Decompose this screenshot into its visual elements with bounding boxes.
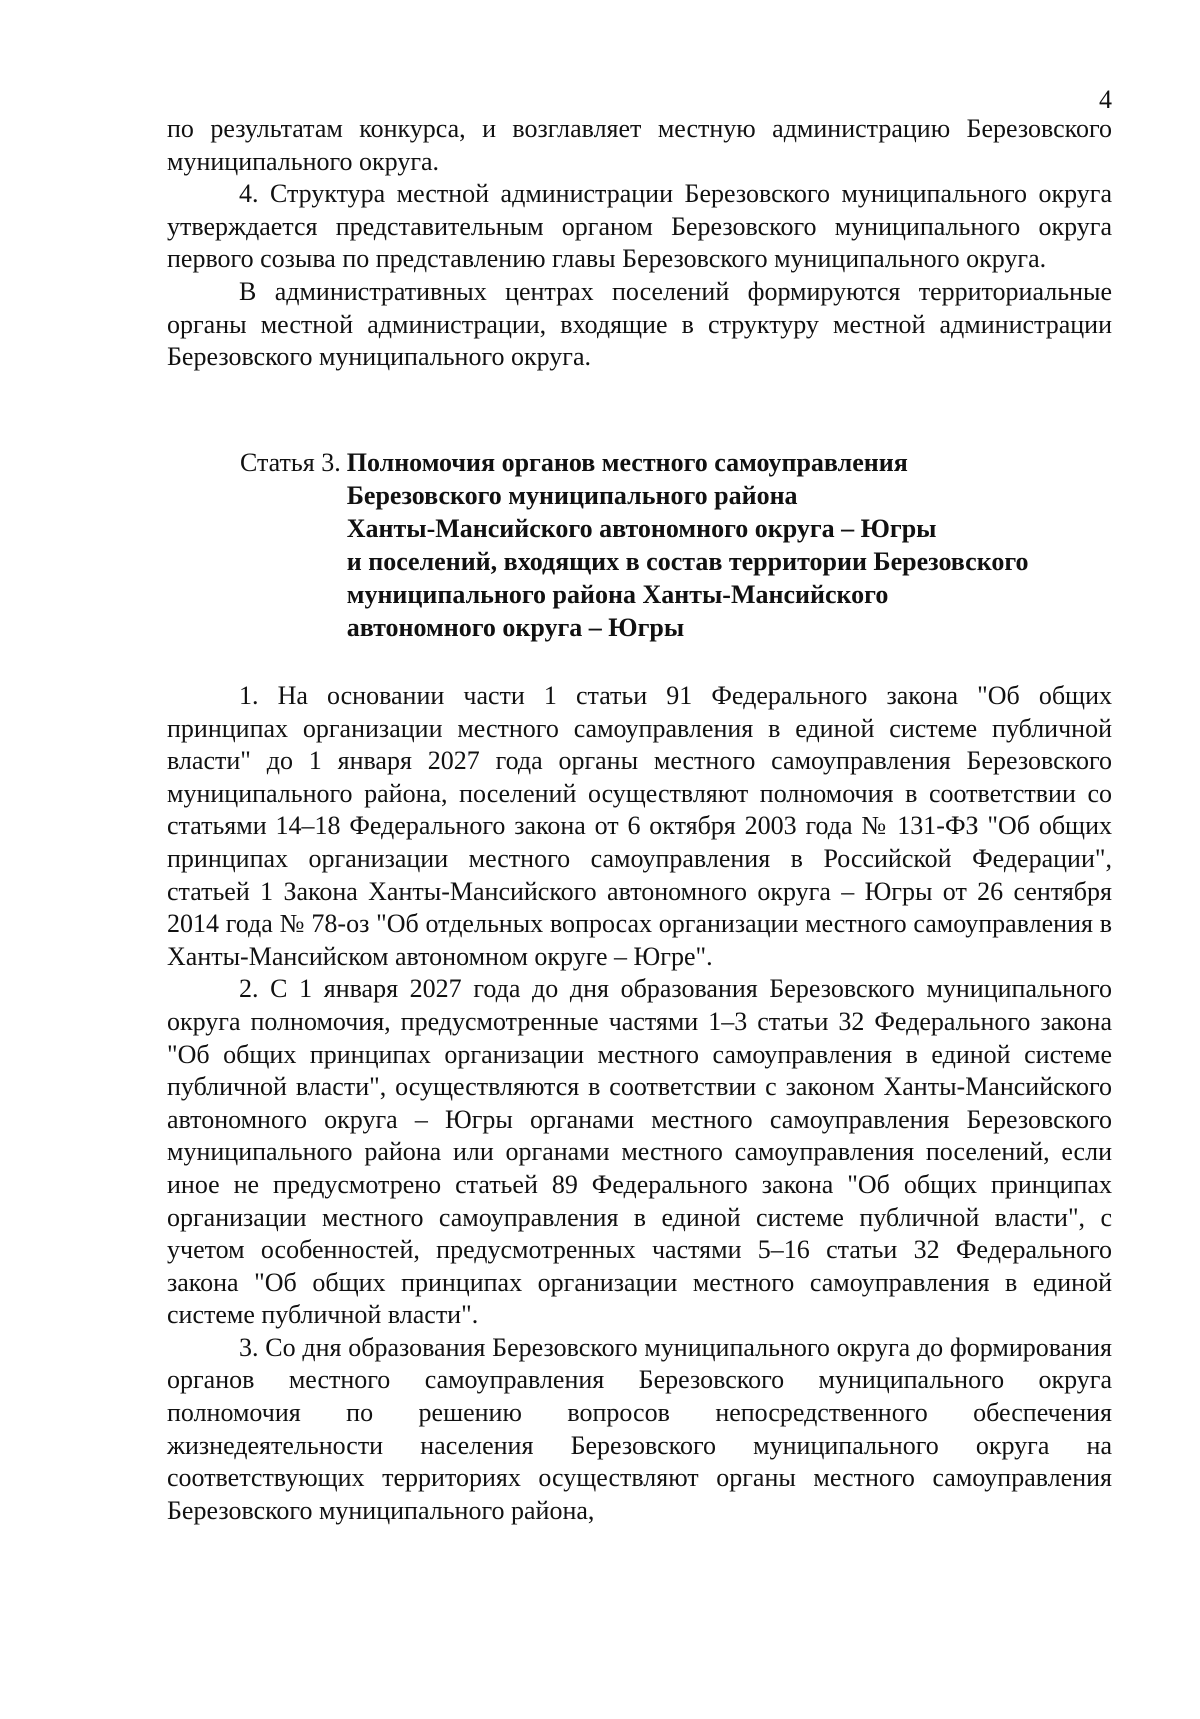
- paragraph-territorial-bodies: В административных центрах поселений формируются территориальные органы местной администрации, входящие в структуру местной администрации Березовского муниципального округа.: [167, 276, 1112, 372]
- text-block-bottom: [167, 680, 1112, 1527]
- paragraph-item-1: 1. На основании части 1 статьи 91 Федерального закона "Об общих принципах организации местного самоуправления в единой системе публичной власти" до 1 января 2027 года органы местного самоуправления Березовского муниципального района, поселений осуществляют полномочия в соответствии со статьями 14–18 Федерального закона от 6 октября 2003 года № 131-ФЗ "Об общих принципах организации местного самоуправления в Российской Федерации", статьей 1 Закона Ханты-Мансийского автономного округа – Югры от 26 сентября 2014 года № 78-оз "Об отдельных вопросах организации местного самоуправления в Ханты-Мансийском автономном округе – Югре".: [167, 681, 1112, 971]
- paragraph-item-3: 3. Со дня образования Березовского муниципального округа до формирования органов местного самоуправления Березовского муниципального округа полномочия по решению вопросов непосредственного обеспечения жизнедеятельности населения Березовского муниципального округа на соответствующих территориях осуществляют органы местного самоуправления Березовского муниципального района,: [167, 1332, 1112, 1525]
- paragraph-item-2: 2. С 1 января 2027 года до дня образования Березовского муниципального округа полномочия, предусмотренные частями 1–3 статьи 32 Федерального закона "Об общих принципах организации местного самоуправления в единой системе публичной власти", осуществляются в соответствии с законом Ханты-Мансийского автономного округа – Югры органами местного самоуправления Березовского муниципального района или органами местного самоуправления поселений, если иное не предусмотрено статьей 89 Федерального закона "Об общих принципах организации местного самоуправления в единой системе публичной власти", с учетом особенностей, предусмотренных частями 5–16 статьи 32 Федерального закона "Об общих принципах организации местного самоуправления в единой системе публичной власти".: [167, 974, 1112, 1330]
- article-heading: [240, 446, 1140, 644]
- article-label: Статья 3.: [240, 448, 341, 477]
- paragraph-item-4: 4. Структура местной администрации Березовского муниципального округа утверждается представительным органом Березовского муниципального округа первого созыва по представлению главы Березовского муниципального округа.: [167, 179, 1112, 274]
- paragraph-continuation: по результатам конкурса, и возглавляет местную администрацию Березовского муниципального округа.: [167, 114, 1112, 176]
- text-block-top: [167, 113, 1112, 374]
- article-title: Полномочия органов местного самоуправления Березовского муниципального района Ханты-Мансийского автономного округа – Югры и поселений, входящих в состав территории Березовского муниципального района Ханты-Мансийского автономного округа – Югры: [346, 448, 1029, 642]
- page-number: 4: [1099, 85, 1112, 114]
